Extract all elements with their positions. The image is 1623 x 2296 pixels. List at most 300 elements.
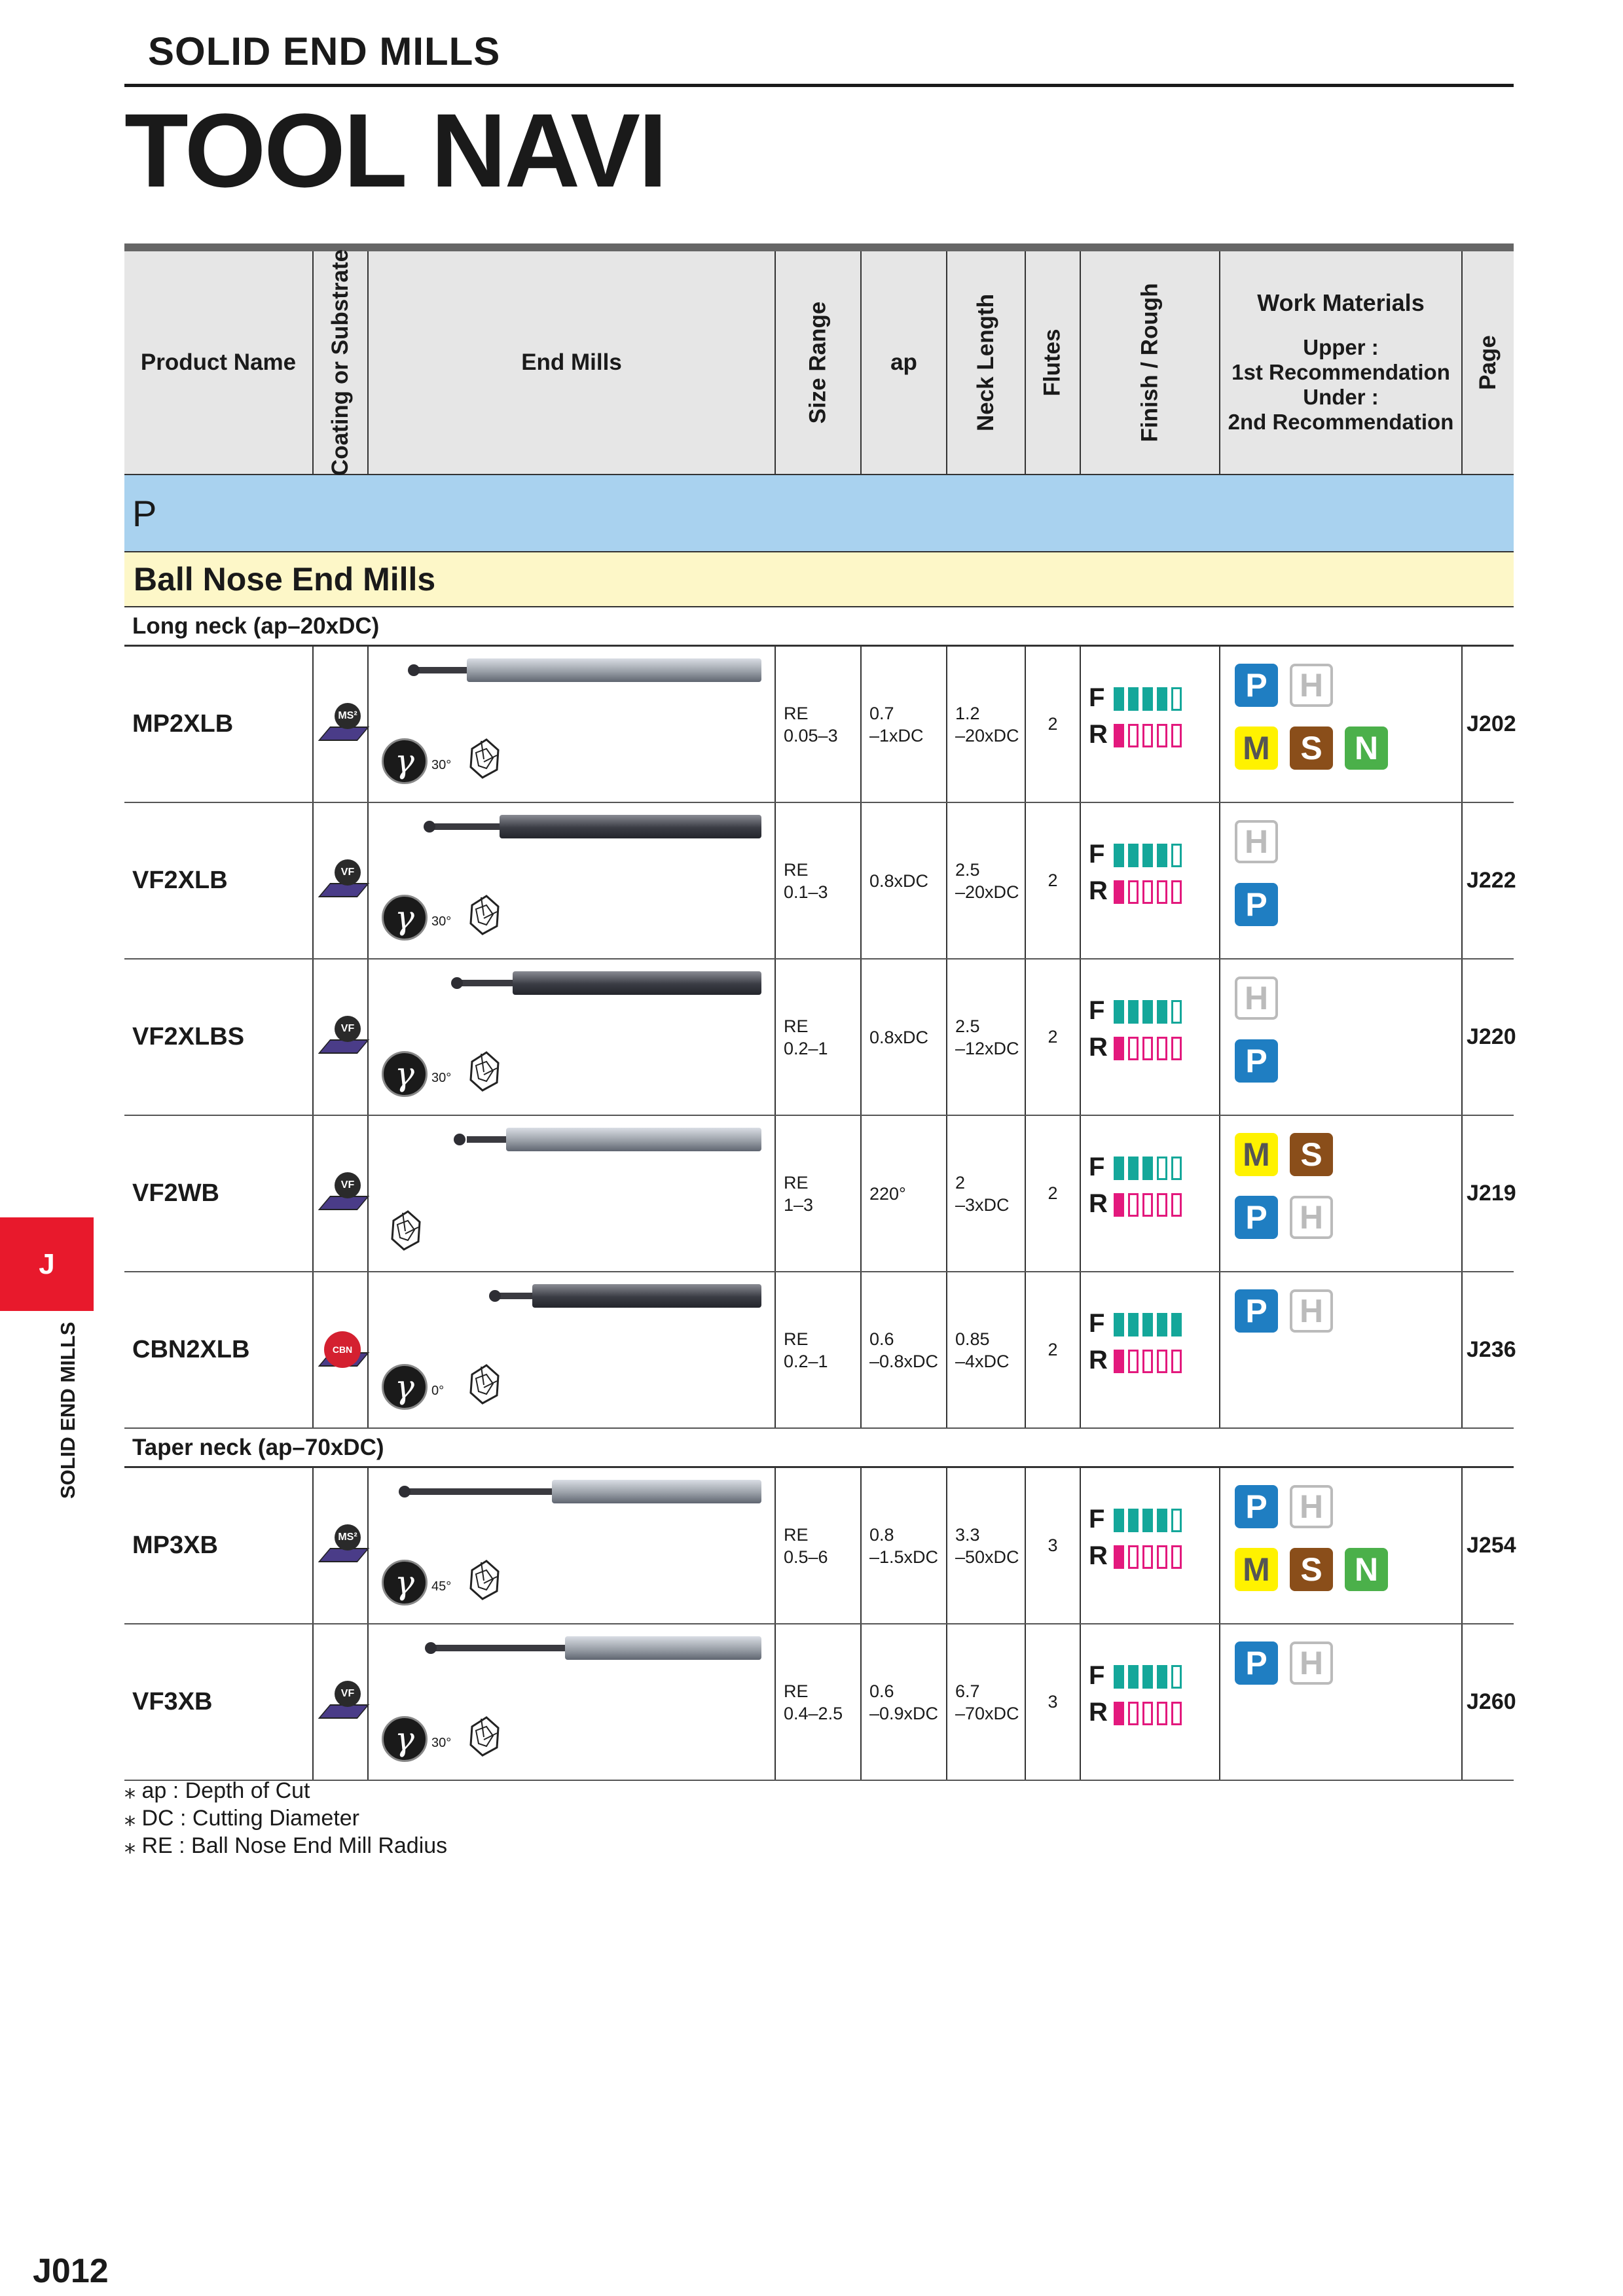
rough-level-mark bbox=[1157, 880, 1167, 904]
coating-badge: CBN bbox=[324, 1331, 361, 1368]
value-line: 1–3 bbox=[784, 1194, 814, 1215]
cell bbox=[1080, 960, 1219, 1115]
tool-neck bbox=[408, 1488, 552, 1495]
cell bbox=[946, 647, 1025, 802]
cell bbox=[1219, 1272, 1461, 1427]
coating-badge: MS² bbox=[335, 1524, 361, 1551]
finish-level-mark bbox=[1171, 1157, 1182, 1180]
material-h-icon: H bbox=[1290, 1196, 1333, 1239]
material-p-icon: P bbox=[1235, 883, 1278, 926]
finish-level-mark bbox=[1157, 687, 1167, 711]
rough-level-mark bbox=[1114, 1350, 1124, 1373]
helix-gamma-icon: γ bbox=[382, 1051, 428, 1097]
finish-level-mark bbox=[1114, 844, 1124, 867]
coating-icon bbox=[320, 703, 363, 749]
catalog-page-ref: J236 bbox=[1461, 1272, 1514, 1427]
cell bbox=[946, 1468, 1025, 1623]
rough-label: R bbox=[1089, 1698, 1108, 1727]
material-band-p: P bbox=[124, 475, 1514, 552]
product-name: VF3XB bbox=[132, 1688, 213, 1715]
material-p-icon: P bbox=[1235, 1485, 1278, 1528]
rough-label: R bbox=[1089, 1189, 1108, 1218]
helix-gamma-icon: γ bbox=[382, 1560, 428, 1605]
finish-level-mark bbox=[1114, 687, 1124, 711]
tool-neck bbox=[434, 1645, 565, 1651]
finish-level-mark bbox=[1142, 844, 1153, 867]
material-p-icon: P bbox=[1235, 1289, 1278, 1333]
coating-icon bbox=[320, 1172, 363, 1218]
material-m-icon: M bbox=[1235, 1133, 1278, 1176]
table-row[interactable] bbox=[124, 803, 1514, 960]
material-h-icon: H bbox=[1290, 1641, 1333, 1685]
section-side-label: SOLID END MILLS bbox=[56, 1321, 79, 1499]
rough-level-mark bbox=[1114, 1545, 1124, 1569]
finish-level-mark bbox=[1142, 1509, 1153, 1532]
cell bbox=[860, 1116, 946, 1271]
finish-level-mark bbox=[1157, 1313, 1167, 1336]
flute-cross-section-icon bbox=[467, 1557, 502, 1603]
col-coating: Coating or Substrate bbox=[312, 251, 367, 474]
finish-level-mark bbox=[1157, 1509, 1167, 1532]
cell bbox=[1219, 1116, 1461, 1271]
value-line: 0.8 bbox=[869, 1524, 894, 1545]
cell bbox=[312, 647, 367, 802]
flute-cross-section-icon bbox=[467, 1361, 502, 1407]
cell bbox=[860, 1624, 946, 1780]
finish-level-mark bbox=[1171, 1313, 1182, 1336]
tool-neck bbox=[500, 1293, 532, 1299]
value-line: 0.2–1 bbox=[784, 1351, 828, 1371]
rough-label: R bbox=[1089, 1033, 1108, 1062]
tool-shank bbox=[532, 1284, 761, 1308]
finish-level-mark bbox=[1171, 844, 1182, 867]
rough-level-mark bbox=[1114, 724, 1124, 747]
footnote-re: ⁎ RE : Ball Nose End Mill Radius bbox=[124, 1833, 448, 1858]
value-line: 0.8xDC bbox=[869, 870, 929, 891]
coating-icon bbox=[320, 1524, 363, 1570]
rough-level-mark bbox=[1142, 1702, 1153, 1725]
product-name: MP3XB bbox=[132, 1532, 218, 1559]
value-line: –12xDC bbox=[955, 1038, 1019, 1058]
finish-level-mark bbox=[1114, 1157, 1124, 1180]
cell bbox=[312, 1624, 367, 1780]
cell bbox=[1219, 647, 1461, 802]
helix-angle: 30° bbox=[431, 1071, 452, 1085]
rough-label: R bbox=[1089, 876, 1108, 905]
cell bbox=[312, 803, 367, 958]
tool-shank bbox=[552, 1480, 761, 1503]
table-row[interactable] bbox=[124, 647, 1514, 803]
material-s-icon: S bbox=[1290, 1133, 1333, 1176]
value-line: 0.6 bbox=[869, 1681, 894, 1701]
finish-level-mark bbox=[1128, 844, 1139, 867]
cell bbox=[1080, 1624, 1219, 1780]
cell bbox=[775, 1624, 860, 1780]
ball-nose-tip bbox=[451, 977, 463, 989]
finish-level-mark bbox=[1171, 1509, 1182, 1532]
rough-level-mark bbox=[1142, 724, 1153, 747]
rough-level-mark bbox=[1157, 724, 1167, 747]
col-work-materials: Work Materials Upper : 1st Recommendation Under : 2nd Recommendation bbox=[1219, 251, 1461, 474]
value-line: –1xDC bbox=[869, 725, 924, 745]
value-line: RE bbox=[784, 703, 809, 723]
finish-level-mark bbox=[1171, 1000, 1182, 1024]
coating-icon bbox=[320, 1681, 363, 1727]
coating-badge: MS² bbox=[335, 703, 361, 729]
footnote-dc: ⁎ DC : Cutting Diameter bbox=[124, 1806, 359, 1831]
finish-level-mark bbox=[1128, 1509, 1139, 1532]
tool-shank bbox=[565, 1636, 761, 1660]
material-h-icon: H bbox=[1290, 664, 1333, 707]
material-h-icon: H bbox=[1290, 1289, 1333, 1333]
page-title: TOOL NAVI bbox=[124, 92, 666, 209]
ball-nose-tip bbox=[399, 1486, 410, 1498]
material-p-icon: P bbox=[1235, 1039, 1278, 1083]
col-flutes: Flutes bbox=[1025, 251, 1080, 474]
coating-badge: VF bbox=[335, 1016, 361, 1042]
ball-nose-tip bbox=[454, 1134, 465, 1145]
helix-angle: 45° bbox=[431, 1579, 452, 1594]
value-line: –4xDC bbox=[955, 1351, 1010, 1371]
value-line: RE bbox=[784, 1524, 809, 1545]
rough-level-mark bbox=[1114, 880, 1124, 904]
value-line: 3.3 bbox=[955, 1524, 980, 1545]
cell bbox=[367, 960, 775, 1115]
finish-level-mark bbox=[1114, 1313, 1124, 1336]
product-name: VF2XLBS bbox=[132, 1023, 245, 1050]
table-row[interactable] bbox=[124, 1272, 1514, 1429]
value-line: 0.4–2.5 bbox=[784, 1703, 843, 1723]
cell bbox=[860, 1272, 946, 1427]
catalog-page-ref: J222 bbox=[1461, 803, 1514, 958]
tool-shank bbox=[513, 971, 761, 995]
table-row[interactable] bbox=[124, 1116, 1514, 1272]
tool-shank bbox=[467, 658, 761, 682]
value-line: 220° bbox=[869, 1183, 906, 1204]
rough-label: R bbox=[1089, 720, 1108, 749]
rough-level-mark bbox=[1142, 880, 1153, 904]
cell bbox=[1080, 803, 1219, 958]
ball-nose-tip bbox=[489, 1290, 501, 1302]
cell bbox=[1219, 1624, 1461, 1780]
material-n-icon: N bbox=[1345, 726, 1388, 770]
section-ball-nose: Ball Nose End Mills bbox=[124, 552, 1514, 607]
flute-cross-section-icon bbox=[467, 892, 502, 938]
cell bbox=[860, 647, 946, 802]
material-p-icon: P bbox=[1235, 1196, 1278, 1239]
cell bbox=[775, 1116, 860, 1271]
col-end-mills: End Mills bbox=[367, 251, 775, 474]
finish-level-mark bbox=[1157, 844, 1167, 867]
value-line: RE bbox=[784, 1172, 809, 1193]
value-line: 0.8xDC bbox=[869, 1027, 929, 1047]
group-label: Taper neck (ap–70xDC) bbox=[124, 1429, 1514, 1468]
product-name: CBN2XLB bbox=[132, 1336, 250, 1363]
cell bbox=[367, 1468, 775, 1623]
value-line: –1.5xDC bbox=[869, 1547, 939, 1567]
finish-level-mark bbox=[1128, 1665, 1139, 1689]
finish-level-mark bbox=[1157, 1000, 1167, 1024]
rough-level-mark bbox=[1128, 1545, 1139, 1569]
rough-level-mark bbox=[1114, 1193, 1124, 1217]
cell bbox=[312, 1468, 367, 1623]
helix-angle: 30° bbox=[431, 914, 452, 929]
tool-shank bbox=[500, 815, 761, 838]
finish-level-mark bbox=[1171, 1665, 1182, 1689]
finish-level-mark bbox=[1157, 1157, 1167, 1180]
tool-neck bbox=[434, 823, 506, 830]
rough-level-mark bbox=[1171, 1037, 1182, 1060]
coating-icon bbox=[320, 1016, 363, 1062]
coating-badge: VF bbox=[335, 1681, 361, 1707]
table-row[interactable] bbox=[124, 1468, 1514, 1624]
group-label: Long neck (ap–20xDC) bbox=[124, 607, 1514, 647]
flute-cross-section-icon bbox=[467, 1713, 502, 1759]
tool-navi-table bbox=[124, 243, 1514, 1781]
header-rule bbox=[124, 84, 1514, 87]
value-line: RE bbox=[784, 1016, 809, 1036]
helix-gamma-icon: γ bbox=[382, 738, 428, 784]
rough-level-mark bbox=[1128, 1037, 1139, 1060]
finish-level-mark bbox=[1114, 1509, 1124, 1532]
material-p-icon: P bbox=[1235, 1641, 1278, 1685]
ball-nose-tip bbox=[425, 1642, 437, 1654]
helix-angle: 30° bbox=[431, 1736, 452, 1750]
page-number: J012 bbox=[33, 2252, 109, 2290]
value-line: 2.5 bbox=[955, 859, 980, 880]
cell bbox=[860, 1468, 946, 1623]
cell bbox=[775, 647, 860, 802]
col-finish-rough: Finish / Rough bbox=[1080, 251, 1219, 474]
cell bbox=[367, 803, 775, 958]
helix-gamma-icon: γ bbox=[382, 1364, 428, 1410]
value-line: –0.9xDC bbox=[869, 1703, 939, 1723]
flutes-count: 3 bbox=[1025, 1624, 1080, 1780]
value-line: 6.7 bbox=[955, 1681, 980, 1701]
catalog-page-ref: J219 bbox=[1461, 1116, 1514, 1271]
value-line: 2.5 bbox=[955, 1016, 980, 1036]
table-row[interactable] bbox=[124, 1624, 1514, 1781]
rough-level-mark bbox=[1128, 1702, 1139, 1725]
finish-level-mark bbox=[1142, 1313, 1153, 1336]
finish-level-mark bbox=[1171, 687, 1182, 711]
finish-label: F bbox=[1089, 683, 1105, 712]
value-line: 0.2–1 bbox=[784, 1038, 828, 1058]
table-row[interactable] bbox=[124, 960, 1514, 1116]
finish-level-mark bbox=[1142, 1157, 1153, 1180]
footnote-ap: ⁎ ap : Depth of Cut bbox=[124, 1778, 310, 1803]
cell bbox=[312, 960, 367, 1115]
cell bbox=[1080, 647, 1219, 802]
coating-icon bbox=[320, 1329, 363, 1374]
product-name: VF2XLB bbox=[132, 867, 228, 894]
flutes-count: 2 bbox=[1025, 803, 1080, 958]
col-product-name: Product Name bbox=[140, 350, 297, 375]
cell bbox=[946, 803, 1025, 958]
rough-level-mark bbox=[1157, 1702, 1167, 1725]
cell bbox=[1080, 1468, 1219, 1623]
value-line: –20xDC bbox=[955, 882, 1019, 902]
finish-level-mark bbox=[1128, 1157, 1139, 1180]
value-line: RE bbox=[784, 1681, 809, 1701]
cell bbox=[860, 960, 946, 1115]
cell bbox=[1219, 960, 1461, 1115]
footnotes bbox=[124, 1777, 447, 1859]
cell bbox=[367, 1624, 775, 1780]
flutes-count: 2 bbox=[1025, 647, 1080, 802]
material-m-icon: M bbox=[1235, 726, 1278, 770]
rough-level-mark bbox=[1171, 880, 1182, 904]
category-heading: SOLID END MILLS bbox=[148, 29, 501, 73]
finish-level-mark bbox=[1128, 1000, 1139, 1024]
value-line: –70xDC bbox=[955, 1703, 1019, 1723]
rough-level-mark bbox=[1142, 1350, 1153, 1373]
cell bbox=[367, 1116, 775, 1271]
coating-badge: VF bbox=[335, 859, 361, 886]
finish-level-mark bbox=[1128, 687, 1139, 711]
table-body bbox=[124, 607, 1514, 1781]
product-name: MP2XLB bbox=[132, 710, 234, 738]
cell bbox=[775, 1468, 860, 1623]
value-line: 0.5–6 bbox=[784, 1547, 828, 1567]
table-header bbox=[124, 251, 1514, 475]
rough-level-mark bbox=[1128, 1350, 1139, 1373]
value-line: –50xDC bbox=[955, 1547, 1019, 1567]
material-h-icon: H bbox=[1290, 1485, 1333, 1528]
helix-gamma-icon: γ bbox=[382, 895, 428, 941]
coating-badge: VF bbox=[335, 1172, 361, 1198]
material-m-icon: M bbox=[1235, 1548, 1278, 1591]
cell bbox=[312, 1272, 367, 1427]
finish-label: F bbox=[1089, 1661, 1105, 1690]
cell bbox=[1219, 803, 1461, 958]
cell bbox=[775, 803, 860, 958]
rough-label: R bbox=[1089, 1346, 1108, 1374]
rough-level-mark bbox=[1157, 1037, 1167, 1060]
catalog-page-ref: J260 bbox=[1461, 1624, 1514, 1780]
finish-level-mark bbox=[1128, 1313, 1139, 1336]
rough-level-mark bbox=[1157, 1545, 1167, 1569]
value-line: 2 bbox=[955, 1172, 966, 1193]
value-line: 0.85 bbox=[955, 1329, 990, 1349]
coating-icon bbox=[320, 859, 363, 905]
rough-level-mark bbox=[1142, 1545, 1153, 1569]
rough-level-mark bbox=[1114, 1702, 1124, 1725]
ball-nose-tip bbox=[424, 821, 435, 833]
rough-level-mark bbox=[1157, 1193, 1167, 1217]
cell bbox=[946, 1624, 1025, 1780]
rough-level-mark bbox=[1128, 724, 1139, 747]
flutes-count: 2 bbox=[1025, 1272, 1080, 1427]
helix-gamma-icon: γ bbox=[382, 1716, 428, 1762]
catalog-page-ref: J254 bbox=[1461, 1468, 1514, 1623]
finish-level-mark bbox=[1157, 1665, 1167, 1689]
material-s-icon: S bbox=[1290, 1548, 1333, 1591]
flute-cross-section-icon bbox=[467, 1049, 502, 1094]
value-line: RE bbox=[784, 1329, 809, 1349]
catalog-page-ref: J202 bbox=[1461, 647, 1514, 802]
cell bbox=[860, 803, 946, 958]
finish-level-mark bbox=[1114, 1665, 1124, 1689]
finish-label: F bbox=[1089, 1153, 1105, 1181]
catalog-page-ref: J220 bbox=[1461, 960, 1514, 1115]
finish-label: F bbox=[1089, 996, 1105, 1025]
value-line: 0.6 bbox=[869, 1329, 894, 1349]
rough-level-mark bbox=[1171, 1350, 1182, 1373]
rough-level-mark bbox=[1157, 1350, 1167, 1373]
finish-level-mark bbox=[1142, 1000, 1153, 1024]
finish-level-mark bbox=[1114, 1000, 1124, 1024]
flutes-count: 3 bbox=[1025, 1468, 1080, 1623]
finish-label: F bbox=[1089, 1309, 1105, 1338]
flute-cross-section-icon bbox=[467, 736, 502, 781]
value-line: –3xDC bbox=[955, 1194, 1010, 1215]
value-line: –20xDC bbox=[955, 725, 1019, 745]
value-line: 1.2 bbox=[955, 703, 980, 723]
rough-level-mark bbox=[1171, 1702, 1182, 1725]
col-page: Page bbox=[1461, 251, 1514, 474]
rough-label: R bbox=[1089, 1541, 1108, 1570]
cell bbox=[946, 1272, 1025, 1427]
material-h-icon: H bbox=[1235, 977, 1278, 1020]
cell bbox=[775, 1272, 860, 1427]
material-s-icon: S bbox=[1290, 726, 1333, 770]
col-neck-length: Neck Length bbox=[946, 251, 1025, 474]
value-line: 0.05–3 bbox=[784, 725, 838, 745]
cell bbox=[367, 1272, 775, 1427]
rough-level-mark bbox=[1142, 1193, 1153, 1217]
material-h-icon: H bbox=[1235, 820, 1278, 863]
cell bbox=[946, 1116, 1025, 1271]
rough-level-mark bbox=[1128, 1193, 1139, 1217]
flutes-count: 2 bbox=[1025, 960, 1080, 1115]
tool-shank bbox=[506, 1128, 761, 1151]
col-ap: ap bbox=[860, 251, 946, 474]
ball-nose-tip bbox=[408, 664, 420, 676]
helix-angle: 0° bbox=[431, 1384, 445, 1398]
rough-level-mark bbox=[1142, 1037, 1153, 1060]
cell bbox=[1080, 1272, 1219, 1427]
product-name: VF2WB bbox=[132, 1179, 219, 1207]
value-line: RE bbox=[784, 859, 809, 880]
cell bbox=[1080, 1116, 1219, 1271]
flutes-count: 2 bbox=[1025, 1116, 1080, 1271]
material-p-icon: P bbox=[1235, 664, 1278, 707]
value-line: –0.8xDC bbox=[869, 1351, 939, 1371]
section-tab[interactable]: J bbox=[0, 1217, 94, 1311]
rough-level-mark bbox=[1171, 1545, 1182, 1569]
rough-level-mark bbox=[1171, 724, 1182, 747]
value-line: 0.1–3 bbox=[784, 882, 828, 902]
finish-label: F bbox=[1089, 840, 1105, 869]
tool-neck bbox=[467, 1136, 506, 1143]
rough-level-mark bbox=[1114, 1037, 1124, 1060]
cell bbox=[946, 960, 1025, 1115]
cell bbox=[775, 960, 860, 1115]
finish-label: F bbox=[1089, 1505, 1105, 1534]
helix-angle: 30° bbox=[431, 758, 452, 772]
flute-cross-section-icon bbox=[388, 1208, 424, 1253]
col-size-range: Size Range bbox=[775, 251, 860, 474]
cell bbox=[312, 1116, 367, 1271]
finish-level-mark bbox=[1142, 1665, 1153, 1689]
rough-level-mark bbox=[1171, 1193, 1182, 1217]
cell bbox=[1219, 1468, 1461, 1623]
finish-level-mark bbox=[1142, 687, 1153, 711]
value-line: 0.7 bbox=[869, 703, 894, 723]
material-n-icon: N bbox=[1345, 1548, 1388, 1591]
rough-level-mark bbox=[1128, 880, 1139, 904]
